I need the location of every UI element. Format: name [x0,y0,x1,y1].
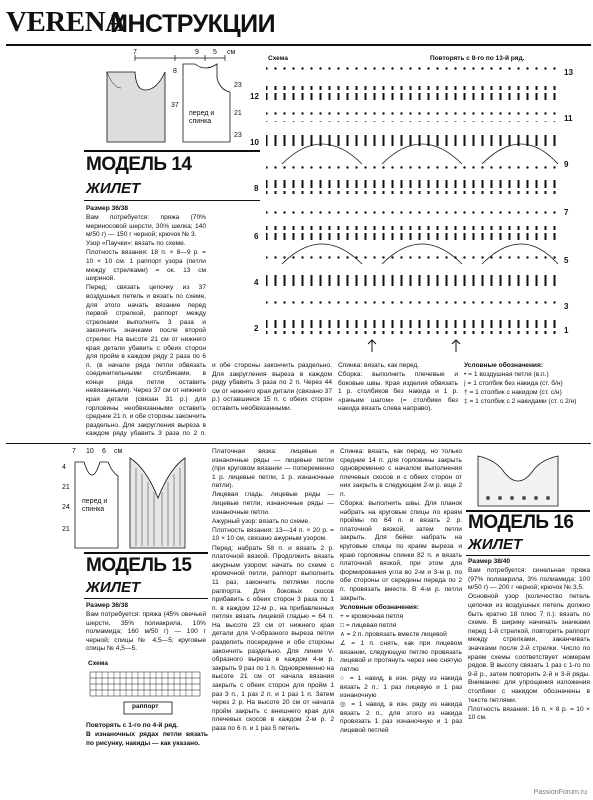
row-number: 5 [564,256,569,265]
model14-text-col2 [212,362,332,437]
dim-label: 23 [234,132,242,139]
model14-subtitle: ЖИЛЕТ [86,180,141,197]
brand-logo: VERENA [6,6,126,38]
dim-label: см [227,49,236,56]
model15-title: МОДЕЛЬ 15 [86,555,192,576]
model15-materials: Вам потребуется: пряжа (45% овечьей шерсти, 35% полиакрила, 10% полиамида; 160 м/50 г) — 100 г черной; спицы № 4,5—5; круговые спицы № 4,5—5. [86,611,206,653]
model14-front-cont: и обе стороны закончить раздельно. Для закругления выреза в каждом ряду убавить 3 раза по 2 п. Через 44 см от нижнего края детали (связано 37 р.) оставшиеся 15 п. с обеих сторон оставить необвязанными. [212,362,332,412]
model15-rule [84,552,208,554]
row-number: 9 [564,160,569,169]
dim-label: 37 [171,102,179,109]
row-number: 2 [254,324,259,333]
vest-outline-diagram [60,448,200,553]
row-number: 13 [564,68,573,77]
dim-label: 8 [173,68,177,75]
scheme-label: Схема [268,55,289,62]
dim-label: 24 [62,504,70,511]
dim-label: 21 [234,110,242,117]
model15-text-col3 [340,448,462,788]
model16-image [470,450,565,510]
model14-title: МОДЕЛЬ 14 [86,154,192,175]
row-number: 7 [564,208,569,217]
model14-assembly: Сборка: выполнить плечевые и боковые швы. Края изделия обвязать 1 р. столбиков без накида и 1 р. «рачьим шагом» (= столбики без накида вязать слева направо). [338,371,458,413]
model14-size: Размер 36/38 [86,205,129,212]
model14-materials: Вам потребуется: пряжа (70% мериносовой шерсти, 30% шелка; 140 м/50 г) — 150 г черной; крючок № 3. [86,214,206,239]
model16-rule-bottom [466,555,590,556]
model15-scheme-label: Схема [88,660,109,667]
legend-item: □ = лицевая петля [340,621,397,629]
model14-pattern: Узор «Паучки»: вязать по схеме. [86,240,186,248]
model15-size: Размер 36/38 [86,602,129,609]
model15-stockinette: Лицевая гладь: лицевые ряды — лицевые петли, изнаночные ряды — изнаночные петли. [212,491,334,516]
dim-label: 7 [72,448,76,455]
crochet-chart-grid [262,64,562,354]
row-number: 6 [254,232,259,241]
dim-label: 5 [213,49,217,56]
model16-gauge: Плотность вязания: 16 п. × 8 р. = 10 × 10 см. [468,705,590,722]
model16-materials: Вам потребуется: синельная пряжа (97% полиакрила, 3% полиамида; 100 м/50 г) — 200 г черной; крючок № 3,5. [468,567,590,592]
scheme-purl-note: В изнаночных рядах петли вязать по рисунку, накиды — как указано. [86,731,208,747]
model14-gauge: Плотность вязания: 18 п. × 8—9 р. = 10 × 10 см. 1 раппорт узора (петли между стрелками) = ок. 13 см шириной. [86,249,206,283]
model15-front: Перед: набрать 58 п. и вязать 2 р. платочной вязкой. Продолжить вязать ажурным узором: начать по схеме с кромочной петли, раппорт выполнить 11 раз, закончить петлями после раппорта. Для боковых скосов прибавить с обеих сторон 3 раза по 1 п. в каждом 12-м р., на прибавленных петлях вязать лицевой гладью = 64 п. На высоте 23 см от нижнего края детали для V-образного выреза петли разделить посередине и обе стороны закончить раздельно. Для линии V-образного выреза в каждом 4-м р. закрыть 9 раз по 1 п. Одновременно на высоте 21 см от начала вязания закрыть с обеих сторон для пройм 1 раз 3 п., 1 раз 2 п. и 1 раз 1 п. Затем через 2 р. На высоте 20 см от начала пройм закрыть с внешнего края для плечевых скосов в каждом 2-м р. 2 раза по 6 п. и 1 раз 5 петель. [212,544,334,732]
model15-knit-chart [88,670,206,720]
model16-size: Размер 38/40 [468,558,511,565]
piece-label: перед и спинка [189,110,215,125]
model14-front: Перед: связать цепочку из 37 воздушных петель и вязать по схеме, для этого начать вязание перед первой стрелкой, раппорт между стрелками выполнить 3 раза и закончить значками после второй стрелки. На высоте 21 см от нижнего края детали убавить с обеих сторон для пройм в каждом ряду 2 раза по 6 п. (в начале ряда петли обвязать соединительными столбиками, в конце ряда петли оставить невязанными). Через 37 см от нижнего края детали (связан 31 р.) для горловины необвязанными оставить средние 21 п. и обе стороны закончить раздельно. Для закругления выреза в каждом ряду убавить 3 раза по 2 п. [86,284,206,437]
model15-subtitle: ЖИЛЕТ [86,579,141,596]
row-number: 10 [250,138,259,147]
dim-label: см [114,448,123,455]
scheme-repeat-note: Повторять с 8-го по 13-й ряд. [430,55,525,62]
row-number: 3 [564,302,569,311]
model14-back: Спинка: вязать, как перед. [338,362,420,369]
model14-rule-bottom [84,200,260,201]
legend-item: + = кромочная петля [340,612,404,620]
dim-label: 4 [62,464,66,471]
model14-schematic [95,49,260,147]
model16-subtitle: ЖИЛЕТ [468,536,523,553]
row-number: 4 [254,278,259,287]
row-number: 8 [254,184,259,193]
model14-rule [84,150,260,152]
legend-item: ∧ = 2 п. провязать вместе лицевой [340,630,447,638]
model16-pattern: Основной узор (количество петель цепочки из воздушных петель должно быть кратно 18 плюс 7 п.): вязать по схеме. В ширину начинать значками перед 1-й стрелкой, повторить раппорт между стрелками, заканчивать значками после 2-й стрелки. Число по краям схемы соответствует номерам рядов. В высоту связать 1 раз с 1-го по 9-й р., затем повторить 2-й и 3-й ряды. Внимание: для упрощения изложения столбики с накидом обозначены в тексте петлями. [468,593,590,704]
scheme-repeat-note: Повторять с 1-го по 4-й ряд. [86,722,179,729]
dim-label: 21 [62,526,70,533]
model15-text-col2 [212,448,334,788]
legend-item: ∠ = 1 п. снять, как при лицевом вязании, следующую петлю провязать лицевой и протянуть через нее снятую петлю [340,640,462,673]
model15-legend-title: Условные обозначения: [340,603,420,611]
model15-text-col1 [86,602,206,662]
model15-lace: Ажурный узор: вязать по схеме. [212,517,311,525]
page-title: ИНСТРУКЦИИ [110,10,276,38]
model15-rule-bottom [84,598,208,599]
dim-label: 6 [102,448,106,455]
model15-schematic [60,448,200,553]
legend-item: | = 1 столбик без накида (ст. б/н) [464,380,563,388]
watermark: PassionForum.ru [533,789,587,796]
legend-item: ‡ = 1 столбик с 2 накидами (ст. с 2/н) [464,398,577,406]
model15-gauge: Плотность вязания: 13—14 п. × 20 р. = 10 × 10 см, связано ажурным узором. [212,526,334,543]
legend-item: † = 1 столбик с накидом (ст. с/н) [464,389,562,397]
row-number: 11 [564,114,573,123]
dim-label: 7 [133,49,137,56]
model15-scheme-note [86,722,208,749]
piece-label: перед и спинка [82,498,108,513]
rapport-label: раппорт [132,703,159,710]
model14-text-col1 [86,205,206,437]
dim-label: 10 [86,448,94,455]
dim-label: 23 [234,82,242,89]
dim-label: 9 [195,49,199,56]
legend-title: Условные обозначения: [464,362,544,369]
row-number: 1 [564,326,569,335]
model15-garter: Платочная вязка: лицевые и изнаночные ряды — лицевые петли (при круговом вязании — попеременно 1 р. лицевые петли, 1 р. изнаночные петли). [212,448,334,490]
model16-text [468,558,590,783]
vest-sketch [470,450,565,510]
model15-back: Спинка: вязать, как перед, но только средние 14 п. для горловины закрыть одновременно с началом выполнения плечевых скосов и с обеих сторон от них закрыть в следующем 2-м р. еще 2 п. [340,448,462,498]
legend-item: • = 1 воздушная петля (в.п.) [464,371,549,379]
model14-legend [464,362,589,442]
model14-text-col3 [338,362,458,437]
legend-item: ◎ = 1 накид, в изн. ряду из накида вязать 2 п., для этого из накида провязать 1 раз изнаночную и 1 раз лицевой петлей [340,701,462,734]
knit-chart-grid [88,670,206,720]
model15-assembly: Сборка: выполнить швы. Для планок набрать на круговые спицы по краям проймы по 64 п. и вязать 2 р. платочной вязкой, затем петли закрыть. Для бейки набрать на круговые спицы по краям выреза и краю горловины спинки 82 п. и вязать платочной вязкой, при этом для формирования угла во 2-м и 3-м р. по обе стороны от середины переда по 2 п. провязать вместе. В 4-м р. петли закрыть. [340,500,462,602]
row-number: 12 [250,92,259,101]
model16-title: МОДЕЛЬ 16 [468,512,574,533]
section-divider [6,443,591,444]
legend-item: ○ = 1 накид, в изн. ряду из накида вязать 2 п.: 1 раз лицевую и 1 раз изнаночную [340,674,462,700]
crochet-chart [250,64,573,354]
dim-label: 21 [62,484,70,491]
header-rule [6,44,591,46]
